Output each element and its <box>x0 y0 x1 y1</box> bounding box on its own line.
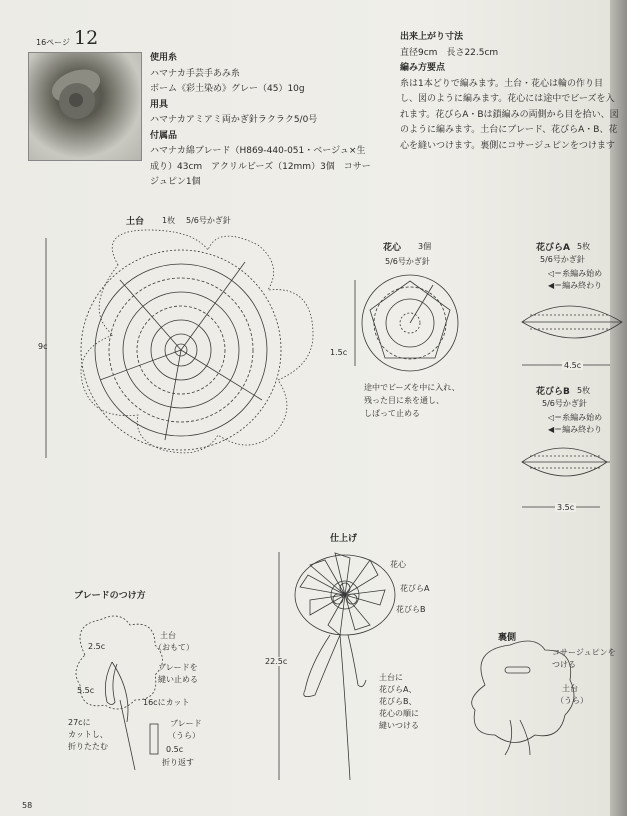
page-number: 58 <box>22 801 33 810</box>
finish-title: 仕上げ <box>330 534 358 544</box>
finish-label-center: 花心 <box>390 560 406 569</box>
petal-a-legend-end: ◀＝編み終わり <box>548 281 603 290</box>
base-count: 1枚 <box>162 216 176 225</box>
back-pin-note: コサージュピンを つける <box>552 648 616 669</box>
petal-b-legend-end: ◀＝編み終わり <box>548 425 603 434</box>
braid-back-label: ブレード <box>170 719 202 728</box>
petal-a-hook: 5/6号かぎ針 <box>540 255 585 264</box>
finish-flower <box>295 553 395 780</box>
base-title: 土台 <box>126 217 145 227</box>
base-chart <box>81 230 313 453</box>
base-hook: 5/6号かぎ針 <box>186 216 231 225</box>
yarn-line-1: ハマナカ手芸手あみ糸 <box>150 68 240 79</box>
center-chart <box>362 275 458 371</box>
braid-fold-label: 折り返す <box>162 758 194 767</box>
braid-base-label: 土台 <box>160 631 176 640</box>
braid-dim-2: 5.5c <box>77 686 95 695</box>
tools-line: ハマナカアミアミ両かぎ針ラクラク5/0号 <box>150 115 318 125</box>
petal-a-dimension: 4.5c <box>564 361 582 370</box>
size-title: 出来上がり寸法 <box>400 32 464 42</box>
points-title: 編み方要点 <box>400 63 446 73</box>
points-line-3: れます。花びらA・Bは鎖編みの両側から目を拾い、図 <box>400 109 619 120</box>
center-count: 3個 <box>418 242 432 251</box>
petal-a-count: 5枚 <box>577 242 591 251</box>
petal-a-legend-start: ◁＝糸編み始め <box>548 269 603 278</box>
pattern-number: 12 <box>74 27 99 49</box>
back-title: 裏側 <box>498 633 517 643</box>
petal-a-title: 花びらA <box>536 243 570 253</box>
center-hook: 5/6号かぎ針 <box>385 257 430 266</box>
points-line-1: 糸は1本どりで編みます。土台・花心は輪の作り目 <box>400 78 604 89</box>
center-note: 途中でビーズを中に入れ、 残った目に糸を通し、 しばって止める <box>364 383 460 418</box>
yarn-line-2: ボーム《彩土染め》グレー（45）10g <box>150 84 305 94</box>
braid-back-side: （うら） <box>168 731 200 740</box>
back-base-label: 土台 <box>562 684 578 693</box>
petal-b-count: 5枚 <box>577 386 591 395</box>
back-base-side: （うら） <box>556 696 588 705</box>
petal-b-hook: 5/6号かぎ針 <box>542 399 587 408</box>
extras-line-2: 成り）43cm アクリルビーズ（12mm）3個 コサー <box>150 161 371 172</box>
petal-a-chart <box>522 306 622 365</box>
braid-cut-note: 27cに カットし、 折りたたむ <box>68 718 108 751</box>
petal-b-title: 花びらB <box>536 387 570 397</box>
page-reference: 16ページ <box>36 38 71 47</box>
finish-sew-note: 土台に 花びらA、 花びらB、 花心の順に 縫いつける <box>379 673 419 730</box>
petal-b-legend-start: ◁＝糸編み始め <box>548 413 603 422</box>
center-title: 花心 <box>383 243 402 253</box>
extras-line-3: ジュピン1個 <box>150 177 201 187</box>
points-line-2: し、図のように編みます。花心には途中でビーズを入 <box>400 94 615 104</box>
points-line-4: のように編みます。土台にブレード、花びらA・B、花 <box>400 125 618 135</box>
finish-dimension: 22.5c <box>265 657 288 666</box>
braid-fold-dim: 0.5c <box>166 745 184 754</box>
braid-title: ブレードのつけ方 <box>74 591 146 601</box>
tools-title: 用具 <box>150 99 169 110</box>
yarn-title: 使用糸 <box>150 53 178 63</box>
center-dimension: 1.5c <box>330 348 348 357</box>
braid-base-side: （おもて） <box>154 643 194 652</box>
braid-sew-note: ブレードを 縫い止める <box>158 663 198 684</box>
size-line: 直径9cm 長さ22.5cm <box>400 47 499 58</box>
braid-dim-1: 2.5c <box>88 642 106 651</box>
braid-dim-3: 16cにカット <box>143 698 190 707</box>
extras-line-1: ハマナカ綿ブレード（H869-440-051・ベージュ×生 <box>150 146 366 156</box>
extras-title: 付属品 <box>150 130 178 141</box>
petal-b-chart <box>522 448 610 507</box>
finish-label-petal-b: 花びらB <box>396 605 426 614</box>
petal-b-dimension: 3.5c <box>557 503 575 512</box>
base-dimension: 9c <box>38 342 48 351</box>
points-line-5: 心を縫いつけます。裏側にコサージュピンをつけます <box>400 140 615 151</box>
finish-label-petal-a: 花びらA <box>400 584 430 593</box>
